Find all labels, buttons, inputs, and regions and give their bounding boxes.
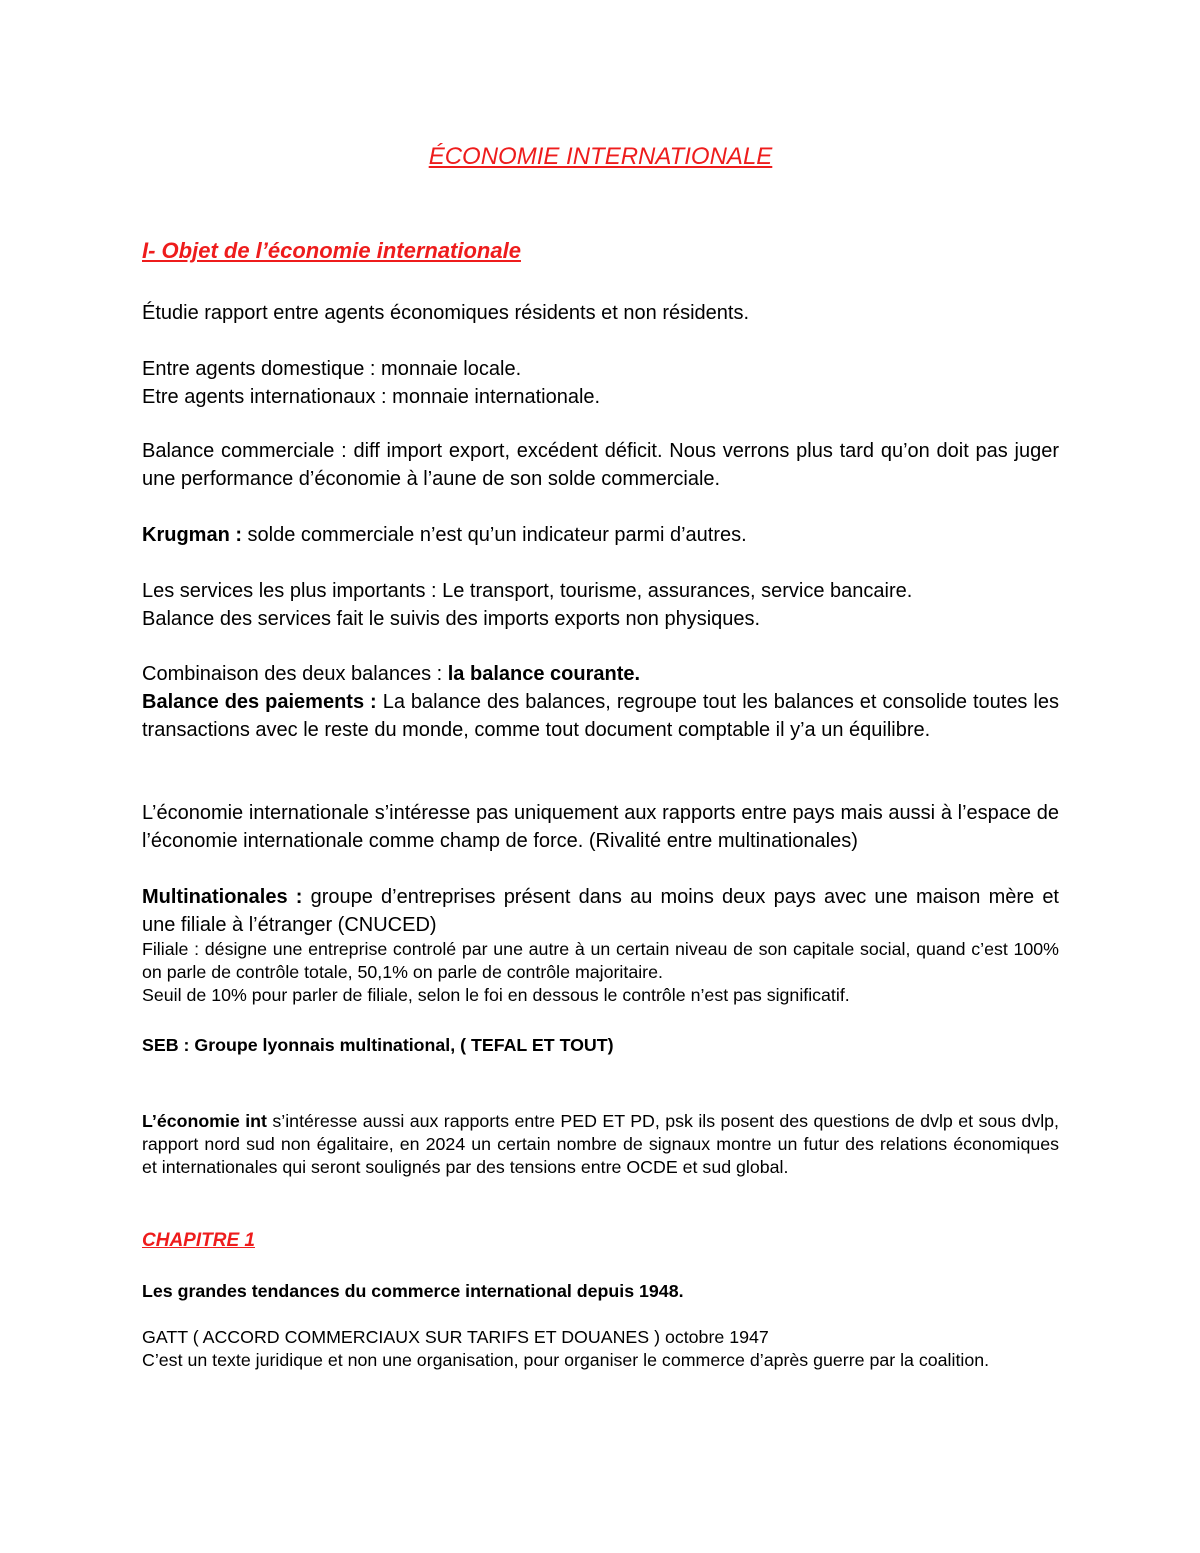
krugman-label: Krugman : bbox=[142, 524, 242, 546]
paragraph-services bbox=[142, 578, 1059, 633]
int-label: L’économie int bbox=[142, 1111, 267, 1131]
paragraph-texte-juridique: C’est un texte juridique et non une organisation, pour organiser le commerce d’après guerre par la coalition. bbox=[142, 1350, 990, 1370]
multinationales-label: Multinationales : bbox=[142, 886, 303, 908]
paragraph-gatt bbox=[142, 1326, 1059, 1349]
line-services-2: Balance des services fait le suivis des imports exports non physiques. bbox=[142, 607, 761, 630]
paiements-label: Balance des paiements : bbox=[142, 691, 377, 713]
paragraph-seb bbox=[142, 1034, 1059, 1057]
line-services-1: Les services les plus importants : Le transport, tourisme, assurances, service bancaire. bbox=[142, 580, 913, 602]
paiements-text: La balance des balances, regroupe tout les balances et consolide toutes les transactions avec le reste du monde, comme tout document comptable il y’a un équilibre. bbox=[142, 691, 1059, 741]
seb-text: SEB : Groupe lyonnais multinational, ( TEFAL ET TOUT) bbox=[142, 1035, 614, 1055]
combinaison-bold: la balance courante. bbox=[447, 663, 641, 685]
paragraph-balance-paiements bbox=[142, 689, 1059, 744]
paragraph-etudie: Étudie rapport entre agents économiques résidents et non résidents. bbox=[142, 302, 750, 324]
combinaison-text: Combinaison des deux balances : bbox=[142, 663, 448, 685]
paragraph-tendances bbox=[142, 1280, 1059, 1303]
line-gatt: GATT ( ACCORD COMMERCIAUX SUR TARIFS ET DOUANES ) octobre 1947 bbox=[142, 1327, 769, 1347]
section-heading: I- Objet de l’économie internationale bbox=[142, 238, 521, 263]
paragraph-balance-commerciale: Balance commerciale : diff import export, excédent déficit. Nous verrons plus tard qu’on doit pas juger une performance d’économie à l’aune de son solde commerciale. bbox=[142, 440, 1059, 490]
document-title: ÉCONOMIE INTERNATIONALE bbox=[428, 143, 773, 170]
paragraph-filiale: Filiale : désigne une entreprise controlé par une autre à un certain niveau de son capitale social, quand c’est 100% on parle de contrôle totale, 50,1% on parle de contrôle majoritaire. bbox=[142, 939, 1059, 982]
paragraph-multinationales bbox=[142, 884, 1059, 939]
int-text: s’intéresse aussi aux rapports entre PED ET PD, psk ils posent des questions de dvlp et sous dvlp, rapport nord sud non égalitaire, en 2024 un certain nombre de signaux montre un futur des relations économiques et internationales qui seront soulignés par des tensions entre OCDE et sud global. bbox=[142, 1111, 1059, 1177]
paragraph-economie-int bbox=[142, 1110, 1059, 1178]
paragraph-monnaie bbox=[142, 356, 1059, 411]
line-internationaux: Etre agents internationaux : monnaie internationale. bbox=[142, 385, 601, 408]
multinationales-text: groupe d’entreprises présent dans au moins deux pays avec une maison mère et une filiale à l’étranger (CNUCED) bbox=[142, 886, 1059, 936]
chapter-heading: CHAPITRE 1 bbox=[142, 1230, 255, 1251]
paragraph-krugman bbox=[142, 522, 1059, 550]
paragraph-seuil: Seuil de 10% pour parler de filiale, selon le foi en dessous le contrôle n’est pas significatif. bbox=[142, 985, 850, 1005]
krugman-text: solde commerciale n’est qu’un indicateur parmi d’autres. bbox=[242, 524, 747, 546]
tendances-text: Les grandes tendances du commerce international depuis 1948. bbox=[142, 1281, 684, 1301]
line-domestique: Entre agents domestique : monnaie locale. bbox=[142, 358, 522, 380]
paragraph-combinaison bbox=[142, 661, 1059, 689]
paragraph-economie-internationale: L’économie internationale s’intéresse pas uniquement aux rapports entre pays mais aussi à l’espace de l’économie internationale comme champ de force. (Rivalité entre multinationales) bbox=[142, 802, 1059, 852]
